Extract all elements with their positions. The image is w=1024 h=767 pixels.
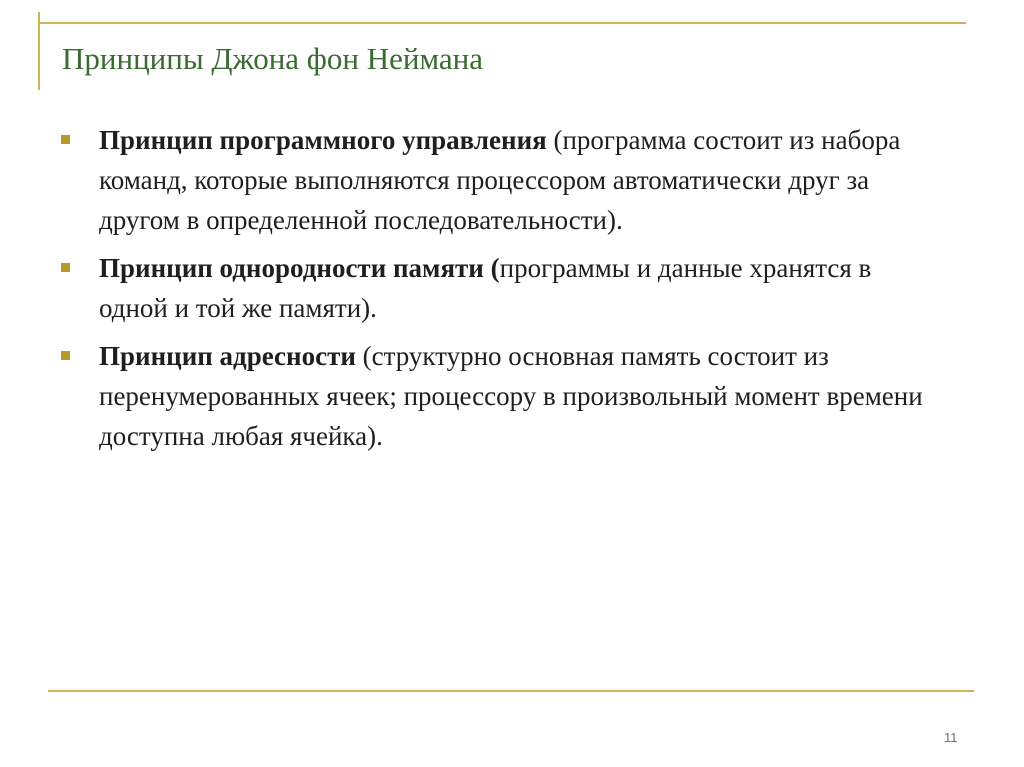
square-bullet-icon <box>61 135 70 144</box>
list-item <box>58 336 938 456</box>
item-text: (программа состоит из набора команд, которые выполняются процессором автоматически друг за другом в определенной последовательности). <box>99 125 901 235</box>
top-divider <box>38 22 966 24</box>
list-item <box>58 120 938 240</box>
item-text: (структурно основная память состоит из перенумерованных ячеек; процессору в произвольный момент времени доступна любая ячейка). <box>99 341 923 451</box>
item-heading: Принцип программного управления <box>99 125 547 155</box>
item-heading: Принцип однородности памяти ( <box>99 253 500 283</box>
left-accent-line <box>38 12 40 90</box>
square-bullet-icon <box>61 351 70 360</box>
item-text: программы и данные хранятся в одной и той же памяти). <box>99 253 872 323</box>
page-number: 11 <box>944 730 958 745</box>
principles-list <box>58 120 938 464</box>
bottom-divider <box>48 690 974 692</box>
list-item <box>58 248 938 328</box>
slide-title: Принципы Джона фон Неймана <box>62 41 483 76</box>
item-heading: Принцип адресности <box>99 341 356 371</box>
square-bullet-icon <box>61 263 70 272</box>
